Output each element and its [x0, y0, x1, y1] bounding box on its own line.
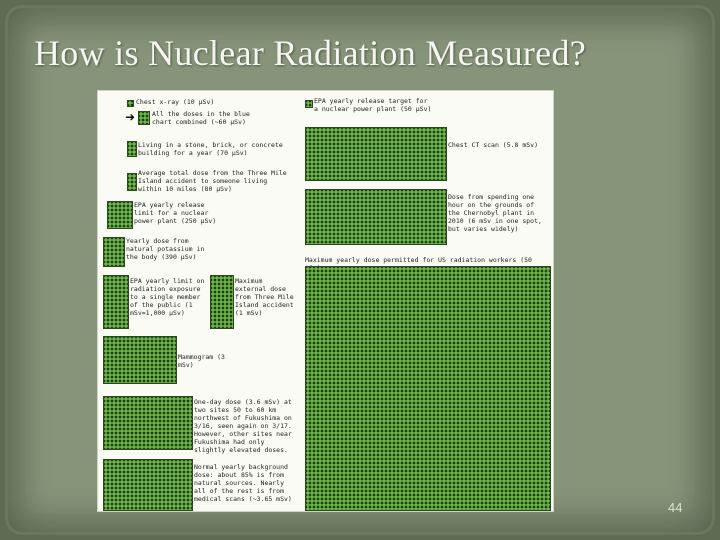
chest-xray-label: Chest x-ray (10 μSv): [136, 98, 215, 106]
living-stone-block: [127, 141, 137, 157]
epa-yearly-plant-label: EPA yearly release target for a nuclear power plant (50 μSv): [314, 97, 432, 113]
slide-number: 44: [668, 500, 683, 515]
epa-yearly-plant-block: [305, 100, 313, 108]
chest-ct-label: Chest CT scan (5.8 mSv): [448, 141, 539, 149]
epa-public-block: [103, 275, 129, 329]
epa-public-label: EPA yearly limit on radiation exposure to a single member of the public (1 mSv=1,000 μSv): [130, 277, 205, 317]
three-mile-label: Average total dose from the Three Mile Island accident to someone living within 10 miles (80 μSv): [138, 169, 287, 193]
three-mile-block: [127, 173, 137, 191]
mammogram-label: Mammogram (3 mSv): [178, 353, 225, 369]
radiation-dose-chart: [97, 90, 554, 512]
living-stone-label: Living in a stone, brick, or concrete building for a year (70 μSv): [138, 141, 283, 157]
chernobyl-hour-label: Dose from spending one hour on the grounds of the Chernobyl plant in 2010 (6 mSv in one spot, but varies widely): [448, 193, 542, 233]
all-doses-label: All the doses in the blue chart combined (~60 μSv): [152, 110, 250, 126]
fukushima-block: [103, 396, 193, 450]
natural-potassium-label: Yearly dose from natural potassium in the body (390 μSv): [126, 237, 205, 261]
epa-plant-block: [107, 201, 133, 229]
chest-xray-block: [127, 100, 134, 107]
annual-background-label: Normal yearly background dose: about 85% is from natural sources. Nearly all of the rest is from medical scans (~3.65 mSv): [194, 463, 292, 503]
workers-max-label: Maximum yearly dose permitted for US radiation workers (50: [305, 256, 532, 264]
arrow-icon: ➜: [125, 110, 136, 124]
mammogram-block: [103, 336, 177, 384]
chest-ct-block: [305, 127, 447, 181]
workers-max-block: [305, 266, 551, 511]
all-doses-block: [138, 111, 150, 125]
natural-potassium-block: [103, 237, 125, 267]
tmi-max-label: Maximum external dose from Three Mile Island accident (1 mSv): [235, 277, 294, 317]
chernobyl-hour-block: [305, 189, 447, 245]
tmi-max-block: [210, 275, 234, 329]
epa-plant-label: EPA yearly release limit for a nuclear power plant (250 μSv): [134, 201, 217, 225]
slide-title: How is Nuclear Radiation Measured?: [34, 33, 587, 73]
fukushima-label: One-day dose (3.6 mSv) at two sites 50 to 60 km northwest of Fukushima on 3/16, seen again on 3/17. However, other sites near Fukushima had only slightly elevated doses.: [194, 398, 292, 454]
annual-background-block: [103, 459, 193, 511]
